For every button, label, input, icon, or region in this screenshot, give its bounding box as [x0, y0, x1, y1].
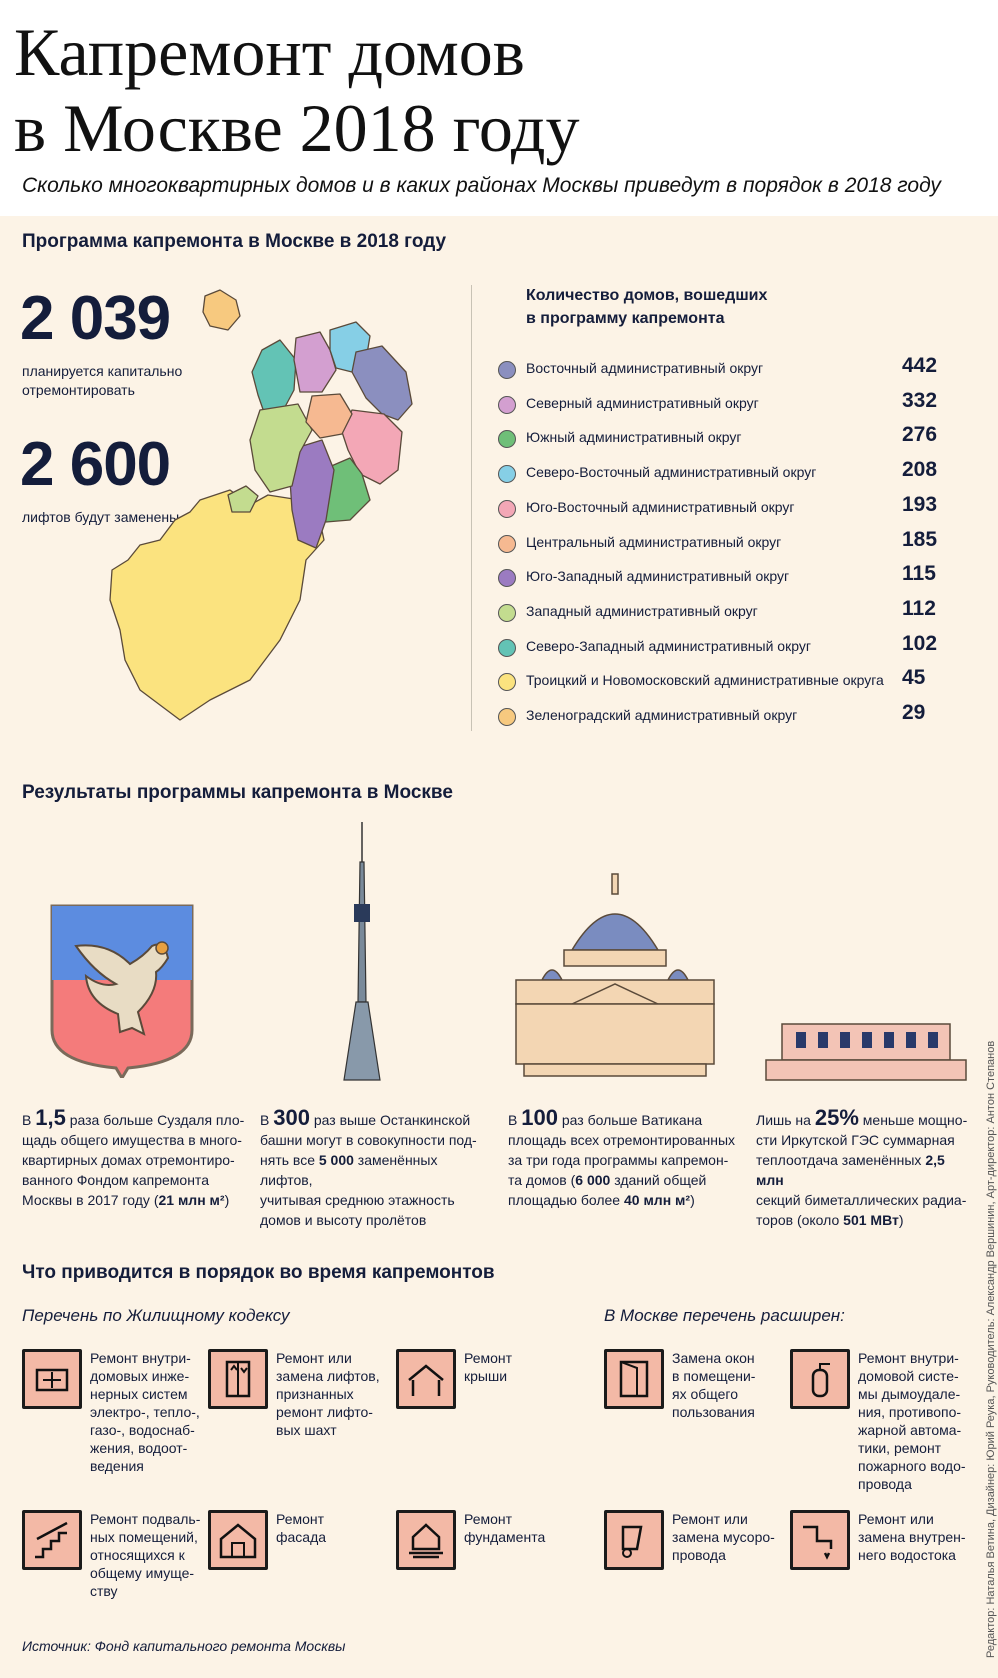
- subtitle: Сколько многоквартирных домов и в каких районах Москвы приведут в порядок в 2018 году: [22, 174, 941, 197]
- legend-title: [526, 284, 767, 330]
- foundation-house-icon: [405, 1519, 447, 1561]
- stat-elevators-value: 2 600: [20, 430, 171, 499]
- repair-item-line: него водостока: [858, 1547, 956, 1563]
- repair-item-line: замена лифтов,: [276, 1368, 380, 1384]
- legend-label: Северо-Восточный административный округ: [526, 464, 817, 481]
- result-vatican-text: В 100 раз больше Ватикана площадь всех отремонтированных за три года программы капремон- та домов (6 000 зданий общей площадью более 40 млн м²): [508, 1105, 736, 1208]
- elevator-icon: [217, 1358, 259, 1400]
- legend-swatch: [498, 639, 516, 657]
- repair-item-line: домовых инже-: [90, 1368, 190, 1384]
- repair-item-line: Ремонт или: [858, 1511, 934, 1527]
- map-zelao: [203, 290, 240, 330]
- repair-tile: [22, 1349, 82, 1409]
- facade-house-icon: [217, 1519, 259, 1561]
- repair-tile: [604, 1510, 664, 1570]
- legend-row: [498, 388, 938, 421]
- legend-row: [498, 492, 938, 525]
- repair-item-line: ремонт лифто-: [276, 1404, 373, 1420]
- legend-swatch: [498, 500, 516, 518]
- legend-swatch: [498, 569, 516, 587]
- repair-item-line: домовой систе-: [858, 1368, 959, 1384]
- legend-value: 276: [902, 423, 938, 447]
- repair-item-line: провода: [672, 1547, 726, 1563]
- legend-swatch: [498, 361, 516, 379]
- legend-value: 208: [902, 458, 938, 482]
- results-heading: Результаты программы капремонта в Москве: [22, 782, 453, 803]
- legend-swatch: [498, 430, 516, 448]
- legend-row: [498, 460, 938, 490]
- legend-value: 29: [902, 701, 926, 724]
- repair-item-line: Ремонт: [276, 1511, 325, 1527]
- garbage-chute-icon: [613, 1519, 655, 1561]
- roof-icon: [405, 1358, 447, 1400]
- legend-value: 112: [902, 596, 936, 620]
- legend-label: Зеленоградский административный округ: [526, 707, 798, 723]
- result-ostankino-text: В 300 раз выше Останкинской башни могут в совокупности под- нять все 5 000 заменённых лифтов, учитывая среднюю этажность домов и высоту пролётов: [260, 1105, 477, 1228]
- repair-item-line: пользования: [672, 1404, 755, 1420]
- title-line-1: Капремонт домов: [14, 14, 525, 90]
- stat-houses-value: 2 039: [20, 284, 171, 353]
- irkutsk-hydro-station-icon: [762, 1020, 970, 1082]
- repair-item-line: вых шахт: [276, 1422, 337, 1438]
- repair-tile: [208, 1510, 268, 1570]
- legend-swatch: [498, 396, 516, 414]
- legend-divider: [471, 285, 472, 731]
- repair-item-text: [672, 1510, 775, 1564]
- legend-row: [498, 564, 938, 594]
- legend-value: 442: [902, 354, 938, 377]
- repair-tile: [790, 1510, 850, 1570]
- repair-item-text: [858, 1349, 966, 1493]
- repair-item-line: Ремонт: [464, 1350, 513, 1366]
- repair-item-line: крыши: [464, 1368, 508, 1384]
- legend-value: 193: [902, 492, 938, 516]
- program-heading: Программа капремонта в Москве в 2018 году: [22, 231, 447, 252]
- repair-item-line: Ремонт или: [672, 1511, 748, 1527]
- engineering-systems-icon: [31, 1358, 73, 1400]
- map-vao: [352, 346, 412, 420]
- repair-item-text: [276, 1510, 326, 1546]
- repair-item-text: [90, 1510, 200, 1600]
- repair-item-line: в помещени-: [672, 1368, 756, 1384]
- window-icon: [613, 1358, 655, 1400]
- repair-item-line: пожарного водо-: [858, 1458, 966, 1474]
- repair-item-text: [276, 1349, 380, 1439]
- repair-item-line: фасада: [276, 1529, 327, 1545]
- legend-label: Северо-Западный административный округ: [526, 637, 811, 654]
- repair-item-line: электро-, тепло-,: [90, 1404, 200, 1420]
- legend-label: Восточный административный округ: [526, 360, 764, 376]
- repair-item-line: ведения: [90, 1458, 144, 1474]
- legend-title-line-1: Количество домов, вошедших: [526, 287, 768, 304]
- repair-tile: [790, 1349, 850, 1409]
- legend-row: [498, 668, 938, 698]
- legend-row: [498, 527, 938, 560]
- page-title: [14, 14, 734, 166]
- legend-value: 185: [902, 527, 938, 551]
- legend-title-line-2: в программу капремонта: [526, 310, 725, 327]
- legend-swatch: [498, 604, 516, 622]
- stat-houses-caption-line-1: планируется капитально: [22, 363, 183, 379]
- source-note: Источник: Фонд капитального ремонта Москвы: [22, 1638, 346, 1654]
- repair-item-line: ству: [90, 1583, 118, 1599]
- legend-row: [498, 631, 938, 664]
- suzdal-coat-of-arms-icon: [48, 902, 196, 1078]
- repair-item-line: жения, водоот-: [90, 1440, 188, 1456]
- repair-item-line: Ремонт: [464, 1511, 513, 1527]
- repair-tile: [208, 1349, 268, 1409]
- result-irkutsk-text: Лишь на 25% меньше мощно- сти Иркутской ГЭС суммарная теплоотдача заменённых 2,5 млн секций биметаллических радиа- торов (около 501 МВт): [756, 1105, 968, 1228]
- repair-item-text: [858, 1510, 966, 1564]
- legend-label: Юго-Восточный административный округ: [526, 498, 795, 515]
- title-line-2: в Москве 2018 году: [14, 90, 580, 166]
- legend-swatch: [498, 708, 516, 726]
- repair-item-line: мы дымоудале-: [858, 1386, 961, 1402]
- repair-item-line: ных помещений,: [90, 1529, 198, 1545]
- legend-swatch: [498, 673, 516, 691]
- credits: Редактор: Наталья Ветина, Дизайнер: Юрий Реука, Руководитель: Александр Вершинин, Арт-директор: Антон Степанов: [985, 1040, 997, 1658]
- legend-label: Троицкий и Новомосковский административные округа: [526, 672, 884, 689]
- drain-pipe-icon: [799, 1519, 841, 1561]
- repair-item-text: [464, 1510, 545, 1546]
- legend-label: Южный административный округ: [526, 429, 742, 446]
- legend-row: [498, 356, 938, 386]
- repair-item-line: Ремонт подваль-: [90, 1511, 201, 1527]
- repair-item-line: признанных: [276, 1386, 354, 1402]
- basement-stairs-icon: [31, 1519, 73, 1561]
- legend-label: Центральный административный округ: [526, 533, 782, 550]
- repair-item-line: газо-, водоснаб-: [90, 1422, 195, 1438]
- repairs-heading: Что приводится в порядок во время капремонтов: [22, 1262, 495, 1283]
- repair-item-text: [90, 1349, 200, 1475]
- repair-item-line: Ремонт внутри-: [90, 1350, 191, 1366]
- legend-row: [498, 425, 938, 455]
- repair-tile: [22, 1510, 82, 1570]
- stat-houses-caption-line-2: отремонтировать: [22, 382, 135, 398]
- repair-item-text: [672, 1349, 755, 1421]
- repair-item-line: замена внутрен-: [858, 1529, 966, 1545]
- ostankino-tower-icon: [340, 822, 384, 1082]
- repair-item-line: Ремонт внутри-: [858, 1350, 959, 1366]
- repair-item-line: Замена окон: [672, 1350, 755, 1366]
- legend-label: Северный административный округ: [526, 394, 759, 411]
- repair-item-line: провода: [858, 1476, 912, 1492]
- repair-tile: [396, 1510, 456, 1570]
- map-tinao: [110, 490, 324, 720]
- housing-code-subheading: Перечень по Жилищному кодексу: [22, 1306, 290, 1325]
- repair-tile: [604, 1349, 664, 1409]
- moscow-extended-subheading: В Москве перечень расширен:: [604, 1306, 845, 1325]
- repair-item-line: фундамента: [464, 1529, 546, 1545]
- repair-item-line: относящихся к: [90, 1547, 185, 1563]
- repair-tile: [396, 1349, 456, 1409]
- vatican-basilica-icon: [512, 870, 718, 1080]
- repair-item-line: ния, противопо-: [858, 1404, 962, 1420]
- legend-value: 115: [902, 562, 936, 586]
- repair-item-line: Ремонт или: [276, 1350, 352, 1366]
- legend-value: 45: [902, 666, 926, 690]
- moscow-districts-map: [100, 282, 460, 742]
- legend-label: Юго-Западный административный округ: [526, 568, 790, 585]
- legend-value: 102: [902, 631, 938, 655]
- repair-item-line: тики, ремонт: [858, 1440, 942, 1456]
- fire-extinguisher-icon: [799, 1358, 841, 1400]
- repair-item-line: жарной автома-: [858, 1422, 962, 1438]
- legend-label: Западный административный округ: [526, 602, 758, 619]
- repair-item-line: замена мусоро-: [672, 1529, 775, 1545]
- result-suzdal-text: В 1,5 раза больше Суздаля пло- щадь общего имущества в много- квартирных домах отремонтиро- ванного Фондом капремонта Москвы в 2017 году (21 млн м²): [22, 1105, 245, 1208]
- repair-item-line: ях общего: [672, 1386, 739, 1402]
- legend-row: [498, 703, 938, 733]
- legend-value: 332: [902, 388, 938, 412]
- stat-elevators-caption: лифтов будут заменены: [22, 509, 180, 525]
- legend-row: [498, 596, 938, 629]
- legend-swatch: [498, 465, 516, 483]
- repair-item-text: [464, 1349, 512, 1385]
- repair-item-line: нерных систем: [90, 1386, 188, 1402]
- legend-swatch: [498, 535, 516, 553]
- repair-item-line: общему имуще-: [90, 1565, 195, 1581]
